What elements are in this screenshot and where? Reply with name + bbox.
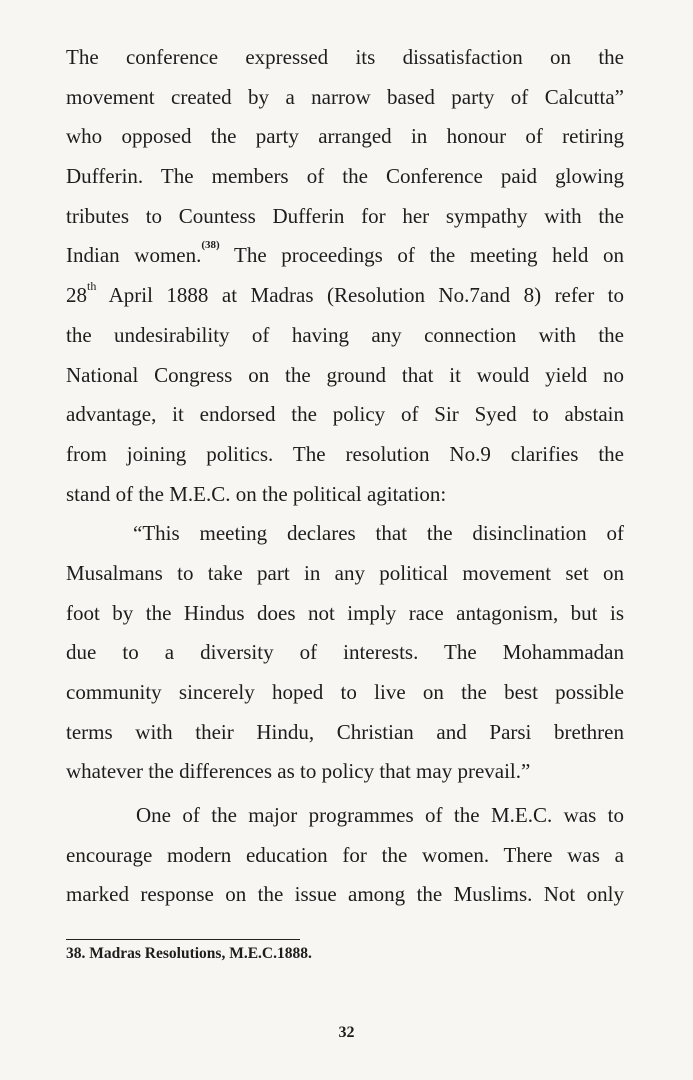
page-number: 32	[338, 1024, 355, 1041]
text-line: National Congress on the ground that it would yield no	[66, 362, 624, 387]
quote-line: Musalmans to take part in any political movement set on	[66, 560, 624, 585]
footnote-reference: (38)	[201, 239, 220, 252]
text-line: advantage, it endorsed the policy of Sir Syed to abstain	[66, 402, 624, 427]
text-line: who opposed the party arranged in honour of retiring	[66, 124, 624, 149]
text-line: tributes to Countess Dufferin for her sympathy with the	[66, 203, 624, 228]
text-line: One of the major programmes of the M.E.C. was to	[136, 803, 624, 828]
text-fragment: 28	[66, 283, 87, 308]
text-line: marked response on the issue among the Muslims. Not only	[66, 882, 624, 907]
text-line: the undesirability of having any connection with the	[66, 322, 624, 347]
quote-line: “This meeting declares that the disinclination of	[133, 521, 624, 546]
footnote: 38. Madras Resolutions, M.E.C.1888.	[66, 945, 312, 962]
quote-line: community sincerely hoped to live on the best possible	[66, 680, 624, 704]
quote-line: terms with their Hindu, Christian and Parsi brethren	[66, 719, 624, 744]
quote-line: whatever the differences as to policy that may prevail.”	[66, 759, 531, 784]
text-line	[66, 280, 624, 320]
text-fragment: April 1888 at Madras (Resolution No.7and 8) refer to	[96, 283, 624, 308]
body-text	[66, 42, 624, 919]
text-line: stand of the M.E.C. on the political agitation:	[66, 481, 447, 506]
text-line: encourage modern education for the women. There was a	[66, 842, 624, 867]
text-fragment: Indian women.	[66, 243, 202, 268]
text-line: The conference expressed its dissatisfaction on the	[66, 45, 624, 69]
text-line: from joining politics. The resolution No.9 clarifies the	[66, 441, 624, 466]
quote-line: foot by the Hindus does not imply race antagonism, but is	[66, 600, 624, 625]
footnote-divider	[66, 939, 300, 940]
text-fragment: The proceedings of the meeting held on	[219, 243, 624, 268]
text-line: movement created by a narrow based party of Calcutta”	[66, 84, 624, 109]
ordinal-superscript: th	[87, 279, 97, 294]
text-line	[66, 240, 624, 280]
text-line: Dufferin. The members of the Conference paid glowing	[66, 164, 624, 189]
quote-line: due to a diversity of interests. The Mohammadan	[66, 640, 624, 665]
